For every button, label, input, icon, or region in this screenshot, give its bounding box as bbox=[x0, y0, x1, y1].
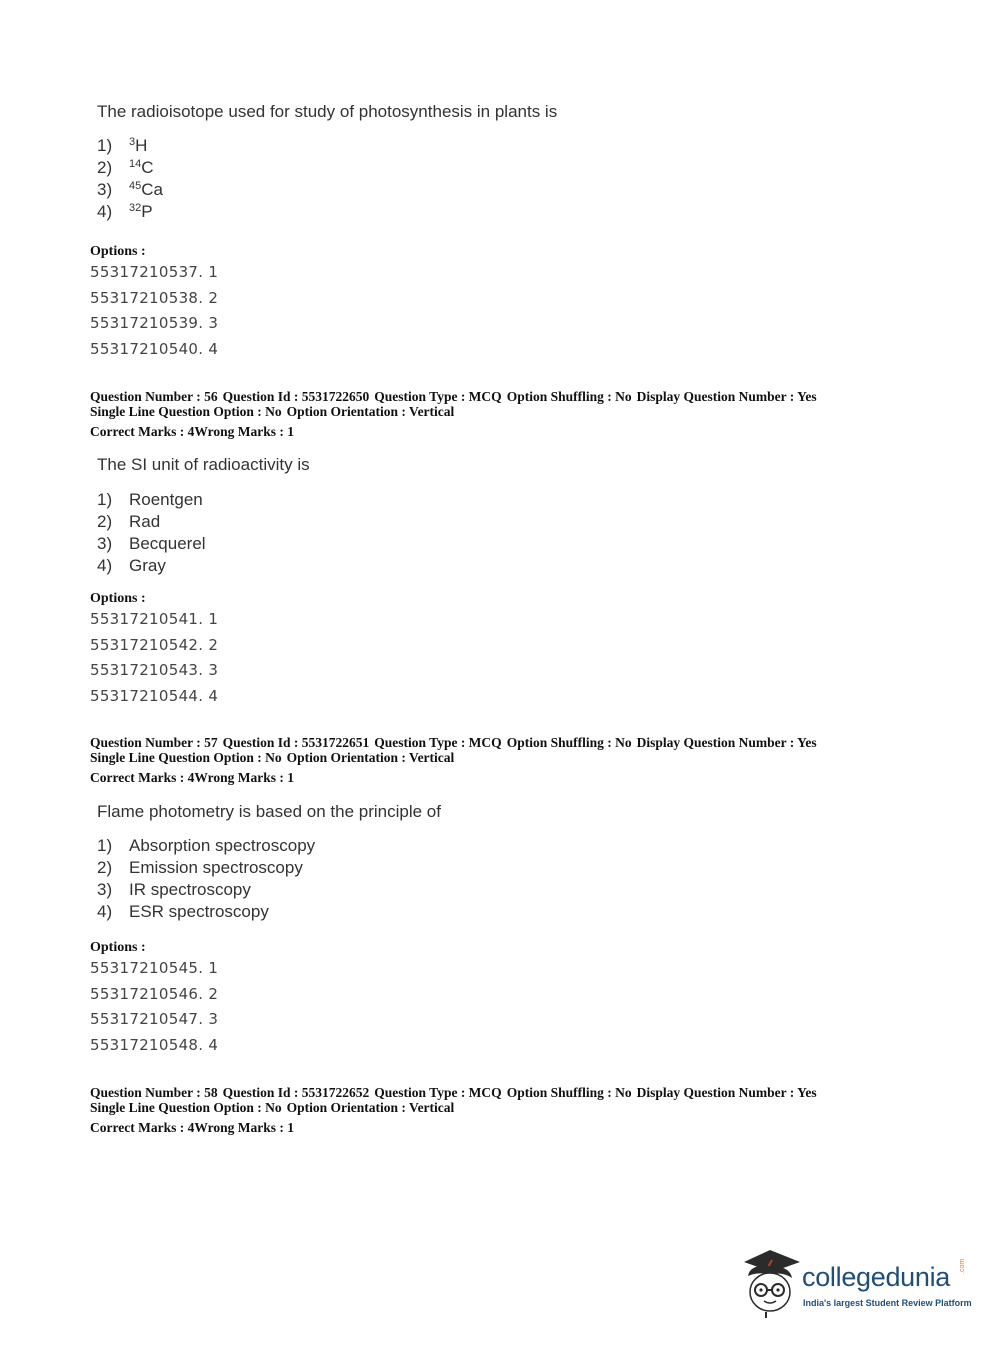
choice-item: 1) $^3$H bbox=[97, 136, 148, 155]
options-list bbox=[90, 956, 218, 1058]
option-id: 55317210545. 1 bbox=[90, 959, 219, 977]
choice-item: 4) ESR spectroscopy bbox=[97, 902, 269, 921]
options-label: Options : bbox=[90, 940, 146, 955]
collegedunia-logo bbox=[740, 1248, 970, 1320]
option-id: 55317210544. 4 bbox=[90, 686, 219, 705]
choice-item: 3) IR spectroscopy bbox=[97, 880, 251, 899]
question-meta: Question Number : 58 Question Id : 5531722652 Question Type : MCQ Option Shuffling : No Display Question Number : Yes Single Line Question Option : No Option Orientation : Vertical bbox=[90, 1085, 817, 1115]
option-id: 55317210539. 3 bbox=[90, 314, 219, 332]
question-marks: Correct Marks : 4Wrong Marks : 1 bbox=[90, 424, 294, 439]
option-id: 55317210548. 4 bbox=[90, 1035, 219, 1054]
question-marks: Correct Marks : 4Wrong Marks : 1 bbox=[90, 1120, 294, 1135]
option-id: 55317210543. 3 bbox=[90, 661, 219, 679]
logo-suffix: .com bbox=[959, 1258, 966, 1274]
options-label: Options : bbox=[90, 591, 146, 606]
choice-item: 2) Rad bbox=[97, 512, 161, 531]
choice-item: 3) $^{45}$Ca bbox=[97, 180, 163, 199]
choice-item: 1) Roentgen bbox=[97, 490, 203, 509]
choice-list bbox=[97, 135, 163, 223]
choice-item: 4) $^{32}$P bbox=[97, 202, 153, 221]
option-id: 55317210547. 3 bbox=[90, 1010, 219, 1028]
logo-wordmark: collegedunia bbox=[802, 1262, 951, 1292]
question-meta: Question Number : 57 Question Id : 5531722651 Question Type : MCQ Option Shuffling : No Display Question Number : Yes Single Line Question Option : No Option Orientation : Vertical bbox=[90, 735, 817, 765]
question-text: The SI unit of radioactivity is bbox=[97, 455, 310, 474]
choice-item: 1) Absorption spectroscopy bbox=[97, 836, 316, 855]
option-id: 55317210542. 2 bbox=[90, 635, 219, 654]
question-text: The radioisotope used for study of photosynthesis in plants is bbox=[97, 102, 558, 121]
choice-list bbox=[97, 835, 315, 923]
option-id: 55317210546. 2 bbox=[90, 984, 219, 1003]
choice-item: 2) Emission spectroscopy bbox=[97, 858, 303, 877]
options-list bbox=[90, 607, 218, 709]
question-marks: Correct Marks : 4Wrong Marks : 1 bbox=[90, 770, 294, 785]
option-id: 55317210540. 4 bbox=[90, 339, 219, 358]
option-id: 55317210538. 2 bbox=[90, 288, 219, 307]
choice-item: 4) Gray bbox=[97, 556, 166, 575]
logo-tagline: India's largest Student Review Platform bbox=[803, 1298, 972, 1308]
choice-item: 2) $^{14}$C bbox=[97, 158, 154, 177]
option-id: 55317210537. 1 bbox=[90, 263, 219, 281]
options-list bbox=[90, 260, 218, 362]
options-label: Options : bbox=[90, 244, 146, 259]
choice-item: 3) Becquerel bbox=[97, 534, 206, 553]
mascot-icon bbox=[740, 1248, 802, 1320]
option-id: 55317210541. 1 bbox=[90, 610, 219, 628]
question-text: Flame photometry is based on the principle of bbox=[97, 802, 441, 821]
question-meta: Question Number : 56 Question Id : 5531722650 Question Type : MCQ Option Shuffling : No Display Question Number : Yes Single Line Question Option : No Option Orientation : Vertical bbox=[90, 389, 817, 419]
choice-list bbox=[97, 489, 206, 577]
